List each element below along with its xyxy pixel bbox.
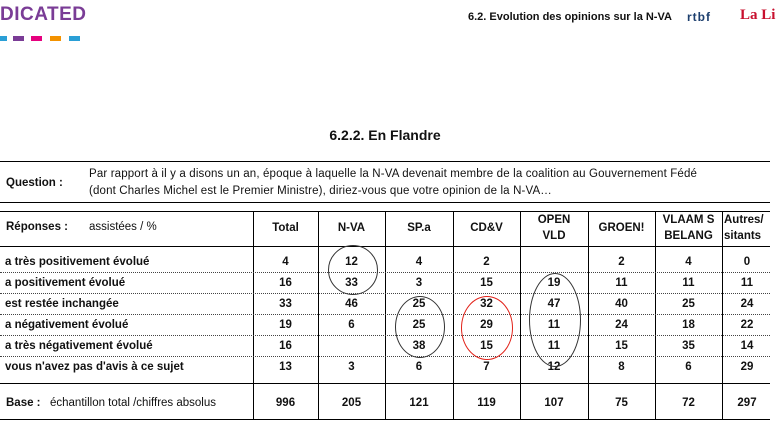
column-header-autres <box>724 212 784 244</box>
base-cell: 996 <box>275 397 296 409</box>
table-cell: 11 <box>682 277 695 289</box>
row-label: a positivement évolué <box>5 277 126 289</box>
table-cell: 25 <box>412 298 426 310</box>
table-cell: 13 <box>279 361 292 373</box>
row-separator <box>0 272 770 273</box>
question-label: Question : <box>6 177 63 189</box>
base-cell: 205 <box>341 397 362 409</box>
base-cell: 297 <box>737 397 757 409</box>
table-cell: 15 <box>480 277 493 289</box>
table-cell: 2 <box>618 256 625 268</box>
table-cell: 6 <box>415 361 423 373</box>
annotation-circle-red <box>461 296 513 360</box>
table-cell: 6 <box>685 361 692 373</box>
logo-text: DICATED <box>0 4 87 25</box>
table-cell: 24 <box>615 319 628 331</box>
table-cell: 40 <box>615 298 628 310</box>
column-header-label: SP.a <box>407 222 431 234</box>
logo-bar <box>31 36 42 41</box>
column-header-open-vld <box>520 212 588 244</box>
row-separator <box>0 314 770 315</box>
base-cell: 119 <box>477 397 496 409</box>
annotation-circle <box>328 245 378 295</box>
col-divider <box>588 211 589 419</box>
row-label: a très positivement évolué <box>5 256 150 268</box>
table-cell: 33 <box>279 298 292 310</box>
column-header-groen <box>588 220 655 236</box>
table-cell: 32 <box>480 298 493 310</box>
section-title: 6.2. Evolution des opinions sur la N-VA <box>468 11 672 23</box>
column-header-label: CD&V <box>470 222 503 234</box>
col-divider <box>318 211 319 419</box>
table-cell: 25 <box>682 298 695 310</box>
col-divider <box>722 211 723 419</box>
table-cell: 16 <box>279 277 292 289</box>
table-cell: 8 <box>618 361 625 373</box>
row-separator <box>0 293 770 294</box>
annotation-circle <box>395 296 445 358</box>
table-cell: 29 <box>480 319 493 331</box>
table-cell: 11 <box>547 340 561 352</box>
table-cell: 24 <box>740 298 754 310</box>
row-separator <box>0 335 770 336</box>
column-header-label: GROEN! <box>598 222 645 234</box>
table-cell: 12 <box>547 361 561 373</box>
table-cell: 38 <box>412 340 426 352</box>
rtbf-logo: rtbf <box>687 10 711 24</box>
logo-bar <box>69 36 80 41</box>
table-cell: 35 <box>682 340 695 352</box>
column-header-cdv <box>453 220 520 236</box>
table-cell: 15 <box>480 340 493 352</box>
column-header-vlaams-belang <box>655 212 722 244</box>
column-header-label: BELANG <box>664 230 713 242</box>
table-cell: 29 <box>740 361 754 373</box>
table-cell: 6 <box>348 319 355 331</box>
logo-color-bars <box>0 36 90 41</box>
question-text-line2: (dont Charles Michel est le Premier Ministre), diriez-vous que votre opinion de la N-VA… <box>89 185 552 197</box>
table-cell: 25 <box>412 319 426 331</box>
table-cell: 18 <box>682 319 695 331</box>
table-cell: 11 <box>547 319 561 331</box>
annotation-circle <box>529 273 581 367</box>
table-cell: 15 <box>615 340 628 352</box>
column-header-label: Autres/ <box>724 214 764 226</box>
table-cell: 16 <box>279 340 292 352</box>
base-cell: 75 <box>615 397 628 409</box>
column-header-spa <box>385 220 453 236</box>
table-cell: 33 <box>345 277 358 289</box>
divider <box>0 161 770 162</box>
table-cell: 7 <box>483 361 490 373</box>
row-label: a négativement évolué <box>5 319 129 331</box>
lalibre-logo: La Li <box>740 7 776 23</box>
base-sublabel: échantillon total /chiffres absolus <box>50 397 216 409</box>
divider <box>0 202 770 203</box>
table-cell: 46 <box>345 298 358 310</box>
page-title: 6.2.2. En Flandre <box>329 127 441 143</box>
column-header-label: sitants <box>724 230 762 242</box>
table-cell: 11 <box>740 277 754 289</box>
table-cell: 3 <box>348 361 355 373</box>
row-separator <box>0 356 770 357</box>
col-divider <box>253 211 254 419</box>
table-cell: 3 <box>415 277 423 289</box>
table-cell: 2 <box>483 256 490 268</box>
table-cell: 4 <box>685 256 692 268</box>
column-header-nva <box>318 220 385 236</box>
base-label: Base : <box>6 397 41 409</box>
table-cell: 4 <box>415 256 423 268</box>
logo-bar <box>0 36 7 41</box>
responses-sublabel: assistées / % <box>89 221 157 233</box>
logo-bar <box>13 36 24 41</box>
col-divider <box>453 211 454 419</box>
table-cell: 0 <box>743 256 751 268</box>
logo-bar <box>50 36 61 41</box>
column-header-label: VLAAM S <box>662 214 715 226</box>
table-cell: 12 <box>345 256 358 268</box>
column-header-label: VLD <box>542 230 566 242</box>
column-header-label: N-VA <box>337 222 366 234</box>
table-cell: 47 <box>547 298 561 310</box>
base-cell: 121 <box>409 397 429 409</box>
column-header-total <box>253 220 318 236</box>
table-cell: 22 <box>740 319 754 331</box>
column-header-label: Total <box>272 222 299 234</box>
responses-label: Réponses : <box>6 221 68 233</box>
row-label: est restée inchangée <box>5 298 119 310</box>
table-cell: 19 <box>279 319 292 331</box>
col-divider <box>385 211 386 419</box>
table-cell: 11 <box>615 277 628 289</box>
table-cell: 19 <box>547 277 561 289</box>
column-header-label: OPEN <box>537 214 571 226</box>
row-label: a très négativement évolué <box>5 340 153 352</box>
row-label: vous n'avez pas d'avis à ce sujet <box>5 361 184 373</box>
base-cell: 107 <box>544 397 564 409</box>
table-cell: 14 <box>740 340 754 352</box>
base-cell: 72 <box>682 397 695 409</box>
table-bottom-border <box>0 419 770 420</box>
table-cell: 4 <box>282 256 289 268</box>
question-text-line1: Par rapport à il y a disons un an, époque à laquelle la N-VA devenait membre de la coalition au Gouvernement Fédé <box>89 168 698 180</box>
